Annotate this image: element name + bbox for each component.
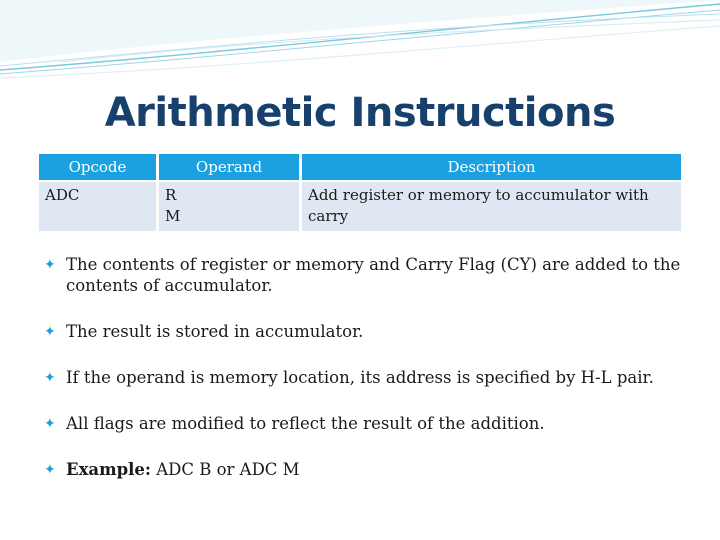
- cell-opcode: ADC: [39, 182, 156, 231]
- example-text: ADC B or ADC M: [150, 460, 300, 479]
- example-label: Example:: [66, 460, 151, 479]
- bullet-text: The contents of register or memory and Carry Flag (CY) are added to the contents of accumulator.: [66, 255, 681, 295]
- list-item: [44, 459, 694, 480]
- bullet-icon: ✦: [44, 416, 56, 432]
- bullet-text: The result is stored in accumulator.: [66, 322, 364, 341]
- header-swoosh-decoration: [0, 0, 720, 80]
- table-row: [39, 182, 681, 231]
- operand-line: R: [165, 186, 177, 204]
- column-header-operand: Operand: [159, 154, 299, 180]
- page-title: Arithmetic Instructions: [104, 90, 616, 136]
- list-item: [44, 367, 694, 388]
- bullet-icon: ✦: [44, 257, 56, 273]
- bullet-text: If the operand is memory location, its address is specified by H-L pair.: [66, 368, 654, 387]
- bullet-list: [44, 254, 694, 480]
- table-header-row: [39, 154, 681, 180]
- bullet-icon: ✦: [44, 462, 56, 478]
- bullet-text: All flags are modified to reflect the result of the addition.: [66, 414, 545, 433]
- bullet-icon: ✦: [44, 324, 56, 340]
- column-header-opcode: Opcode: [39, 154, 156, 180]
- instruction-table: [36, 152, 684, 233]
- list-item: [44, 254, 694, 296]
- cell-operand: [159, 182, 299, 231]
- list-item: [44, 413, 694, 434]
- column-header-description: Description: [302, 154, 681, 180]
- operand-line: M: [165, 207, 181, 225]
- cell-description: Add register or memory to accumulator with carry: [302, 182, 681, 231]
- bullet-icon: ✦: [44, 370, 56, 386]
- list-item: [44, 321, 694, 342]
